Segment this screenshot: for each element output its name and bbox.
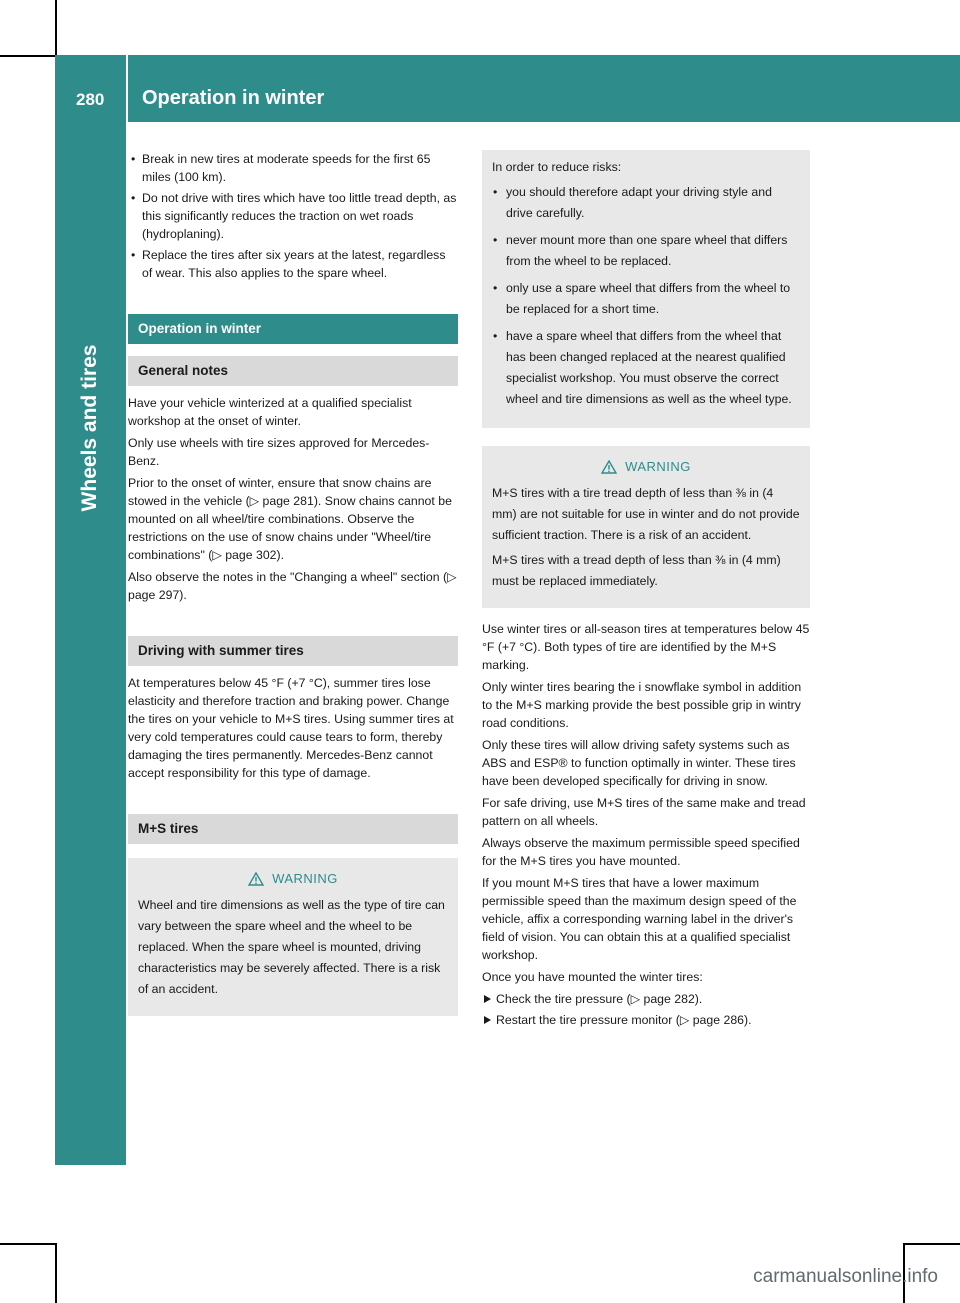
- left-column: [128, 150, 458, 1016]
- action-list: [482, 990, 810, 1029]
- right-column: [482, 150, 810, 1032]
- paragraph: Use winter tires or all-season tires at temperatures below 45 °F (+7 °C). Both types of tire are identified by the M+S marking.: [482, 622, 810, 672]
- crop-mark: [0, 55, 55, 57]
- paragraph: Prior to the onset of winter, ensure that snow chains are stowed in the vehicle (▷ page 281). Snow chains cannot be mounted on all wheel/tire combinations. Observe the restrictions on the use of snow chains under "Wheel/tire combinations" (▷ page 302).: [128, 476, 452, 562]
- list-item: • never mount more than one spare wheel that differs from the wheel to be replaced.: [492, 230, 800, 272]
- page-title: Operation in winter: [142, 87, 325, 109]
- warning-triangle-icon: [601, 460, 617, 474]
- warning-box: [482, 446, 810, 608]
- paragraph: Once you have mounted the winter tires:: [482, 970, 703, 984]
- warning-text: M+S tires with a tire tread depth of less than ⅜ in (4 mm) are not suitable for use in winter and do not provide sufficient traction. There is a risk of an accident.: [492, 486, 800, 542]
- subsection-heading-summer-tires: Driving with summer tires: [128, 636, 458, 666]
- risk-intro: In order to reduce risks:: [492, 160, 622, 174]
- warning-header: [138, 868, 448, 889]
- paragraph: Have your vehicle winterized at a qualified specialist workshop at the onset of winter.: [128, 396, 412, 428]
- paragraph: Only use wheels with tire sizes approved for Mercedes-Benz.: [128, 436, 430, 468]
- warning-text: M+S tires with a tread depth of less than ⅜ in (4 mm) must be replaced immediately.: [492, 553, 781, 588]
- warning-header: [492, 456, 800, 477]
- subsection-heading-ms-tires: M+S tires: [128, 814, 458, 844]
- section-heading: Operation in winter: [128, 314, 458, 344]
- list-item: • only use a spare wheel that differs from the wheel to be replaced for a short time.: [492, 278, 800, 320]
- paragraph: Also observe the notes in the "Changing a wheel" section (▷ page 297).: [128, 570, 457, 602]
- list-item: • you should therefore adapt your driving style and drive carefully.: [492, 182, 800, 224]
- paragraph: Only these tires will allow driving safety systems such as ABS and ESP® to function optimally in winter. These tires have been developed specifically for driving in snow.: [482, 738, 796, 788]
- crop-mark: [0, 1243, 55, 1245]
- paragraph: Only winter tires bearing the i snowflake symbol in addition to the M+S marking provide the best possible grip in wintry road conditions.: [482, 680, 802, 730]
- list-item: • Break in new tires at moderate speeds for the first 65 miles (100 km).: [128, 150, 458, 186]
- risk-reduction-box: [482, 150, 810, 428]
- crop-mark: [905, 1243, 960, 1245]
- chapter-tab: [55, 122, 126, 1165]
- header-divider: [126, 55, 128, 122]
- crop-mark: [55, 1243, 57, 1303]
- list-item: • Replace the tires after six years at the latest, regardless of wear. This also applies to the spare wheel.: [128, 246, 458, 282]
- warning-box: [128, 858, 458, 1016]
- action-item-check-pressure: Check the tire pressure (▷ page 282).: [482, 990, 810, 1008]
- risk-bullet-list: [492, 182, 800, 410]
- paragraph: Always observe the maximum permissible speed specified for the M+S tires you have mounted.: [482, 836, 800, 868]
- page-number: 280: [76, 90, 105, 109]
- list-item: • Do not drive with tires which have too little tread depth, as this significantly reduces the traction on wet roads (hydroplaning).: [128, 189, 458, 243]
- list-item: • have a spare wheel that differs from the wheel that has been changed replaced at the nearest qualified specialist workshop. You must observe the correct wheel and tire dimensions as well as the wheel type.: [492, 326, 800, 410]
- paragraph: For safe driving, use M+S tires of the same make and tread pattern on all wheels.: [482, 796, 806, 828]
- winter-tire-text: [482, 620, 810, 1029]
- paragraph: At temperatures below 45 °F (+7 °C), summer tires lose elasticity and therefore traction and braking power. Change the tires on your vehicle to M+S tires. Using summer tires at very cold temperatures could cause tears to form, thereby damaging the tires permanently. Mercedes-Benz cannot accept responsibility for this type of damage.: [128, 676, 454, 780]
- subsection-heading-general-notes: General notes: [128, 356, 458, 386]
- warning-label: WARNING: [625, 459, 691, 474]
- paragraph: If you mount M+S tires that have a lower maximum permissible speed than the maximum design speed of the vehicle, affix a corresponding warning label in the driver's field of vision. You can obtain this at a qualified specialist workshop.: [482, 876, 797, 962]
- warning-label: WARNING: [272, 871, 338, 886]
- crop-mark: [55, 0, 57, 55]
- action-item-restart-monitor: Restart the tire pressure monitor (▷ page 286).: [482, 1011, 810, 1029]
- intro-bullet-list: [128, 150, 458, 282]
- warning-triangle-icon: [248, 872, 264, 886]
- warning-text: Wheel and tire dimensions as well as the type of tire can vary between the spare wheel and the wheel to be replaced. When the spare wheel is mounted, driving characteristics may be severely affected. There is a risk of an accident.: [138, 898, 445, 996]
- watermark: carmanualsonline.info: [753, 1266, 938, 1287]
